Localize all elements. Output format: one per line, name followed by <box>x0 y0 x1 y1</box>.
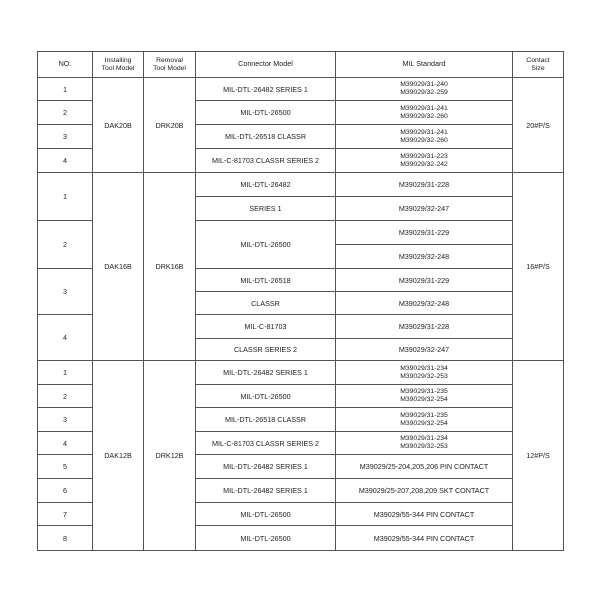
mil-standard: M39029/32-248 <box>336 292 513 315</box>
row-number: 2 <box>38 385 93 408</box>
mil-line: M39029/31-241 <box>400 128 448 136</box>
removal-tool: DRK12B <box>144 361 196 551</box>
mil-standard <box>336 101 513 125</box>
mil-line: M39029/32-242 <box>400 160 448 168</box>
row-number: 8 <box>38 526 93 551</box>
header-mil: MIL Standard <box>336 52 513 78</box>
connector-model: MIL-DTL-26482 SERIES 1 <box>196 455 336 479</box>
mil-standard: M39029/25-204,205,206 PIN CONTACT <box>336 455 513 479</box>
mil-line: M39029/32-260 <box>400 136 448 144</box>
mil-standard: M39029/32-247 <box>336 197 513 221</box>
mil-standard <box>336 385 513 408</box>
connector-model: MIL-DTL-26482 SERIES 1 <box>196 361 336 385</box>
row-number: 6 <box>38 479 93 503</box>
connector-model: MIL-DTL-26518 <box>196 269 336 292</box>
removal-tool: DRK16B <box>144 173 196 361</box>
row-number: 1 <box>38 78 93 101</box>
row-number: 5 <box>38 455 93 479</box>
header-removal <box>144 52 196 78</box>
row-number: 4 <box>38 149 93 173</box>
connector-model: MIL-DTL-26518 CLASSR <box>196 408 336 432</box>
mil-line: M39029/31-240 <box>400 81 448 88</box>
mil-line: M39029/32-254 <box>400 396 448 403</box>
mil-line: M39029/31-234 <box>400 364 448 372</box>
contact-size: 12#P/S <box>513 361 564 551</box>
row-number: 4 <box>38 432 93 455</box>
connector-model: MIL-DTL-26500 <box>196 526 336 551</box>
table-row <box>38 173 564 197</box>
mil-standard: M39029/31-229 <box>336 221 513 245</box>
connector-model: MIL-DTL-26500 <box>196 385 336 408</box>
mil-line: M39029/31-241 <box>400 104 448 112</box>
contact-size: 16#P/S <box>513 173 564 361</box>
mil-standard: M39029/32-248 <box>336 245 513 269</box>
header-contact-line: Size <box>531 64 545 72</box>
mil-standard: M39029/32-247 <box>336 339 513 361</box>
header-contact <box>513 52 564 78</box>
mil-line: M39029/32-254 <box>400 419 448 427</box>
connector-model: MIL-DTL-26482 SERIES 1 <box>196 78 336 101</box>
mil-line: M39029/32-260 <box>400 112 448 120</box>
table-row <box>38 78 564 101</box>
connector-model: MIL-C-81703 <box>196 315 336 339</box>
mil-standard: M39029/31-229 <box>336 269 513 292</box>
mil-line: M39029/31-234 <box>400 435 448 442</box>
spec-table <box>37 51 564 551</box>
connector-model: MIL-DTL-26482 <box>196 173 336 197</box>
mil-standard <box>336 432 513 455</box>
row-number: 1 <box>38 361 93 385</box>
mil-standard <box>336 408 513 432</box>
connector-model: MIL-DTL-26500 <box>196 221 336 269</box>
connector-model: MIL-DTL-26500 <box>196 101 336 125</box>
connector-model: MIL-C-81703 CLASSR SERIES 2 <box>196 432 336 455</box>
mil-standard <box>336 149 513 173</box>
header-installing-line: Tool Model <box>101 64 135 72</box>
header-connector: Connector Model <box>196 52 336 78</box>
connector-model: MIL-DTL-26500 <box>196 503 336 526</box>
connector-model: SERIES 1 <box>196 197 336 221</box>
header-no: NO. <box>38 52 93 78</box>
header-removal-line: Tool Model <box>153 64 186 72</box>
mil-line: M39029/32-253 <box>400 372 448 380</box>
mil-standard <box>336 78 513 101</box>
connector-model: MIL-DTL-26482 SERIES 1 <box>196 479 336 503</box>
mil-standard <box>336 361 513 385</box>
connector-model: CLASSR <box>196 292 336 315</box>
mil-line: M39029/31-235 <box>400 411 448 419</box>
row-number: 2 <box>38 101 93 125</box>
mil-line: M39029/31-235 <box>400 388 448 395</box>
header-removal-line: Removal <box>156 56 183 64</box>
header-installing-line: Installing <box>104 56 132 64</box>
header-row <box>38 52 564 78</box>
connector-model: CLASSR SERIES 2 <box>196 339 336 361</box>
row-number: 3 <box>38 408 93 432</box>
table-row <box>38 361 564 385</box>
header-installing <box>93 52 144 78</box>
mil-standard: M39029/55-344 PIN CONTACT <box>336 503 513 526</box>
removal-tool: DRK20B <box>144 78 196 173</box>
row-number: 2 <box>38 221 93 269</box>
row-number: 3 <box>38 269 93 315</box>
row-number: 1 <box>38 173 93 221</box>
row-number: 4 <box>38 315 93 361</box>
contact-size: 20#P/S <box>513 78 564 173</box>
installing-tool: DAK12B <box>93 361 144 551</box>
mil-standard: M39029/25-207,208,209 SKT CONTACT <box>336 479 513 503</box>
installing-tool: DAK20B <box>93 78 144 173</box>
row-number: 7 <box>38 503 93 526</box>
header-contact-line: Contact <box>526 56 550 64</box>
mil-line: M39029/32-259 <box>400 89 448 96</box>
connector-model: MIL-DTL-26518 CLASSR <box>196 125 336 149</box>
row-number: 3 <box>38 125 93 149</box>
mil-standard: M39029/31-228 <box>336 173 513 197</box>
mil-standard <box>336 125 513 149</box>
installing-tool: DAK16B <box>93 173 144 361</box>
mil-standard: M39029/55-344 PIN CONTACT <box>336 526 513 551</box>
mil-standard: M39029/31-228 <box>336 315 513 339</box>
connector-model: MIL-C-81703 CLASSR SERIES 2 <box>196 149 336 173</box>
mil-line: M39029/31-223 <box>400 152 448 160</box>
mil-line: M39029/32-253 <box>400 443 448 450</box>
